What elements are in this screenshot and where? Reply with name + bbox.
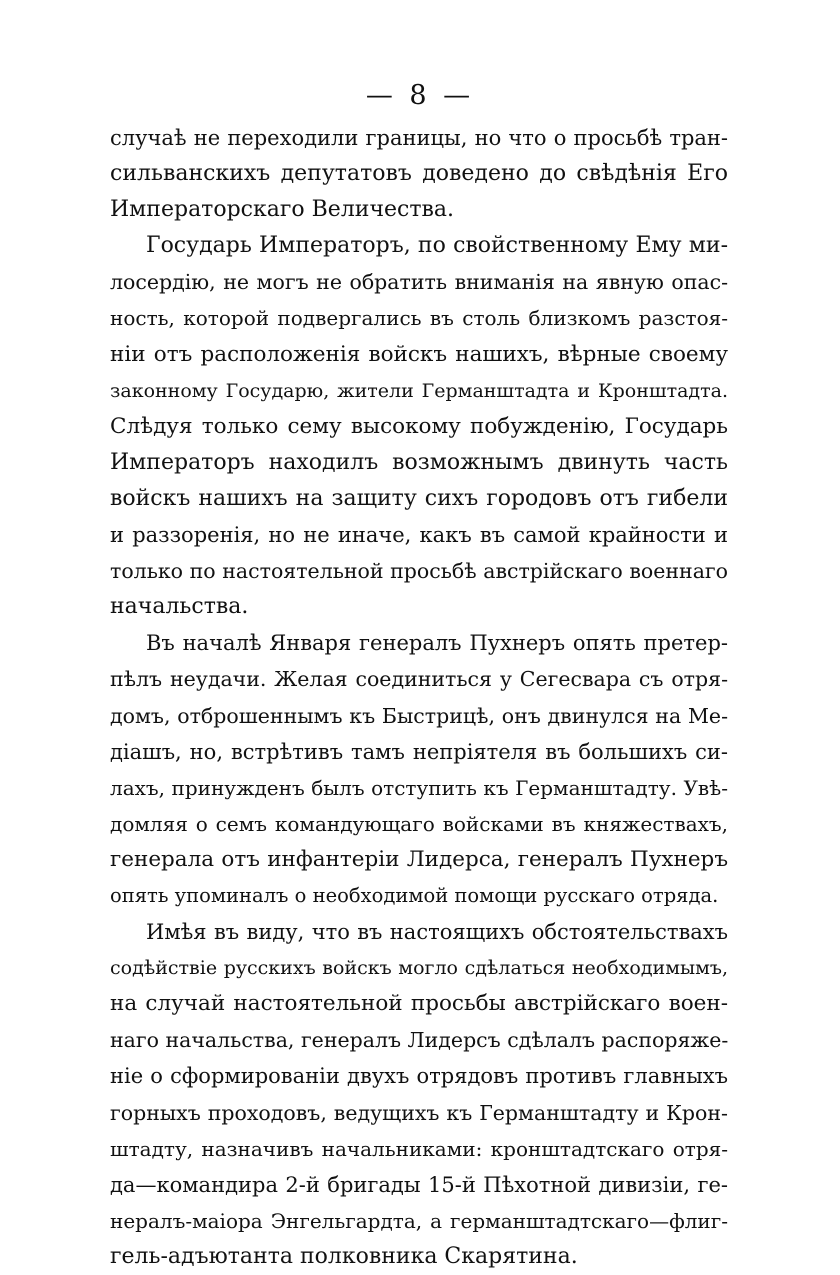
text-line: только по настоятельной просьбѣ австрійскаго военнаго <box>110 559 728 584</box>
text-line: лосердію, не могъ не обратить вниманія на явную опас- <box>110 270 728 295</box>
text-line: и раззоренія, но не иначе, какъ въ самой крайности и <box>110 523 728 548</box>
paragraph-3 <box>110 625 728 914</box>
text-line: лахъ, принужденъ былъ отступить къ Германштадту. Увѣ- <box>110 775 728 800</box>
text-line: ніе о сформированіи двухъ отрядовъ противъ главныхъ <box>110 1064 728 1089</box>
text-line: Императорскаго Величества. <box>110 197 455 223</box>
text-line: войскъ нашихъ на защиту сихъ городовъ отъ гибели <box>110 485 728 511</box>
text-line: Государь Императоръ, по свойственному Ему ми- <box>146 233 728 259</box>
text-line: горныхъ проходовъ, ведущихъ къ Германштадту и Крон- <box>110 1100 728 1125</box>
text-line: Слѣдуя только сему высокому побужденію, Государь <box>110 413 728 439</box>
text-line: нералъ-маіора Энгельгардта, а германштадтскаго—флиг- <box>110 1208 728 1233</box>
page-number: — 8 — <box>365 80 475 111</box>
text-line: случаѣ не переходили границы, но что о просьбѣ тран- <box>110 126 728 150</box>
paragraph-2 <box>110 228 728 625</box>
text-line: Имѣя въ виду, что въ настоящихъ обстоятельствахъ <box>146 920 728 945</box>
text-line: пѣлъ неудачи. Желая соединиться у Сегесвара съ отря- <box>110 667 728 692</box>
text-line: наго начальства, генералъ Лидерсъ сдѣлалъ распоряже- <box>110 1028 729 1053</box>
text-line: гель-адъютанта полковника Скарятина. <box>110 1243 578 1269</box>
paragraph-1 <box>110 120 728 228</box>
text-line: діашъ, но, встрѣтивъ тамъ непріятеля въ большихъ си- <box>110 739 728 764</box>
body-text <box>110 120 728 1275</box>
text-line: на случай настоятельной просьбы австрійскаго воен- <box>110 991 728 1017</box>
text-line: начальства. <box>110 594 249 620</box>
text-line: опять упоминалъ о необходимой помощи русскаго отряда. <box>110 883 719 907</box>
text-line: сильванскихъ депутатовъ доведено до свѣдѣнія Его <box>110 161 728 187</box>
text-line: домляя о семъ командующаго войсками въ княжествахъ, <box>110 811 728 836</box>
text-line: содѣйствіе русскихъ войскъ могло сдѣлаться необходимымъ, <box>110 957 728 980</box>
text-line: домъ, отброшеннымъ къ Быстрицѣ, онъ двинулся на Ме- <box>110 703 728 728</box>
text-line: Императоръ находилъ возможнымъ двинуть часть <box>110 449 728 475</box>
text-line: ность, которой подвергались въ столь близкомъ разстоя- <box>110 306 728 331</box>
text-line: штадту, назначивъ начальниками: кронштадтскаго отря- <box>110 1136 728 1161</box>
text-line: да—командира 2-й бригады 15-й Пѣхотной дивизіи, ге- <box>110 1172 728 1197</box>
text-line: законному Государю, жители Германштадта и Кронштадта. <box>110 379 728 402</box>
text-line: генерала отъ инфантеріи Лидерса, генералъ Пухнеръ <box>110 846 728 872</box>
paragraph-4 <box>110 914 728 1275</box>
text-line: Въ началѣ Января генералъ Пухнеръ опять претер- <box>146 631 728 656</box>
text-line: ніи отъ расположенія войскъ нашихъ, вѣрные своему <box>110 341 728 367</box>
